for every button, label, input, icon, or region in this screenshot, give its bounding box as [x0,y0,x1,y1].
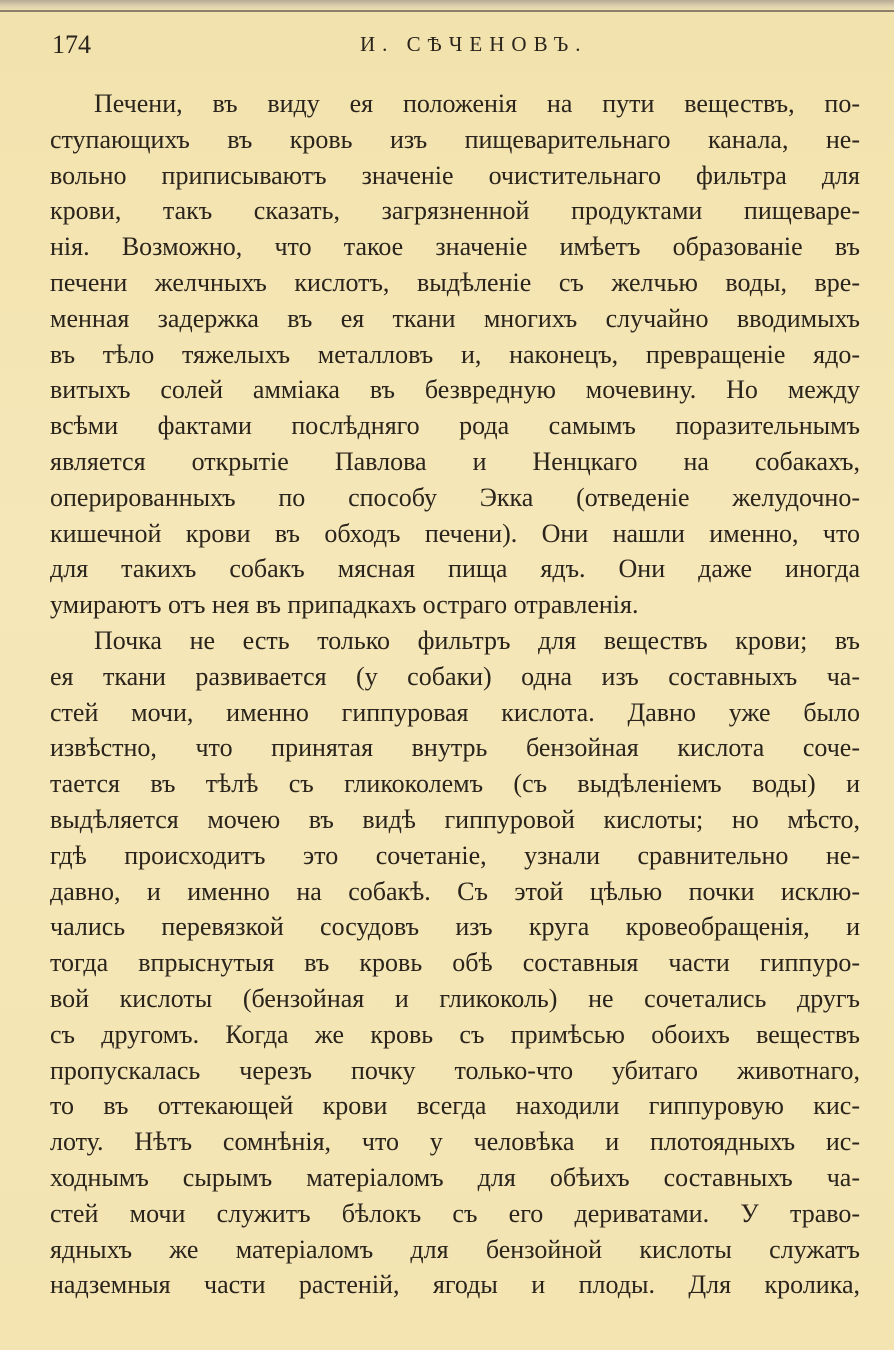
text-line: крови, такъ сказать, загрязненной продуктами пищеваре- [50,196,860,226]
text-line: надземныя части растеній, ягоды и плоды. Для кролика, [50,1270,860,1300]
text-line: пропускалась черезъ почку только-что убитаго животнаго, [50,1055,860,1085]
text-line: оперированныхъ по способу Экка (отведеніе желудочно- [50,482,860,512]
text-line: ходнымъ сырымъ матеріаломъ для обѣихъ составныхъ ча- [50,1162,860,1192]
text-line: гдѣ происходитъ это сочетаніе, узнали сравнительно не- [50,840,860,870]
text-line: лоту. Нѣтъ сомнѣнія, что у человѣка и плотоядныхъ ис- [50,1127,860,1157]
text-line: въ тѣло тяжелыхъ металловъ и, наконецъ, превращеніе ядо- [50,339,860,369]
page-number: 174 [52,30,91,59]
text-line: тогда впрыснутыя въ кровь обѣ составныя части гиппуро- [50,948,860,978]
text-line: Почка не есть только фильтръ для веществъ крови; въ [94,625,860,655]
text-line: всѣми фактами послѣдняго рода самымъ поразительнымъ [50,411,860,441]
text-line: кишечной крови въ обходъ печени). Они нашли именно, что [50,518,860,548]
text-line: давно, и именно на собакѣ. Съ этой цѣлью почки исклю- [50,876,860,906]
text-line: вольно приписываютъ значеніе очистительнаго фильтра для [50,160,860,190]
text-line: то въ оттекающей крови всегда находили гиппуровую кис- [50,1091,860,1121]
running-head: И. СѢЧЕНОВЪ. [360,32,588,56]
text-line: тается въ тѣлѣ съ гликоколемъ (съ выдѣленіемъ воды) и [50,769,860,799]
text-line: выдѣляется мочею въ видѣ гиппуровой кислоты; но мѣсто, [50,804,860,834]
text-line: печени желчныхъ кислотъ, выдѣленіе съ желчью воды, вре- [50,267,860,297]
text-line: менная задержка въ ея ткани многихъ случайно вводимыхъ [50,303,860,333]
text-line: ядныхъ же матеріаломъ для бензойной кислоты служатъ [50,1234,860,1264]
text-line: умираютъ отъ нея въ припадкахъ остраго отравленія. [50,590,639,620]
text-line: витыхъ солей амміака въ безвредную мочевину. Но между [50,375,860,405]
page-top-edge [0,0,894,12]
text-line: чались перевязкой сосудовъ изъ круга кровеобращенія, и [50,912,860,942]
text-line: вой кислоты (бензойная и гликоколь) не сочетались другъ [50,983,860,1013]
text-line: извѣстно, что принятая внутрь бензойная кислота соче- [50,733,860,763]
text-line: ступающихъ въ кровь изъ пищеварительнаго канала, не- [50,124,860,154]
text-line: ея ткани развивается (у собаки) одна изъ составныхъ ча- [50,661,860,691]
text-line: стей мочи служитъ бѣлокъ съ его дериватами. У траво- [50,1198,860,1228]
text-line: Печени, въ виду ея положенія на пути веществъ, по- [94,89,860,118]
page-header [50,30,852,70]
text-line: съ другомъ. Когда же кровь съ примѣсью обоихъ веществъ [50,1019,860,1049]
text-line: нія. Возможно, что такое значеніе имѣетъ образованіе въ [50,232,860,262]
text-line: для такихъ собакъ мясная пища ядъ. Они даже иногда [50,554,860,584]
body-text [50,86,860,1303]
text-line: стей мочи, именно гиппуровая кислота. Давно уже было [50,697,860,727]
text-line: является открытіе Павлова и Ненцкаго на собакахъ, [50,446,860,476]
